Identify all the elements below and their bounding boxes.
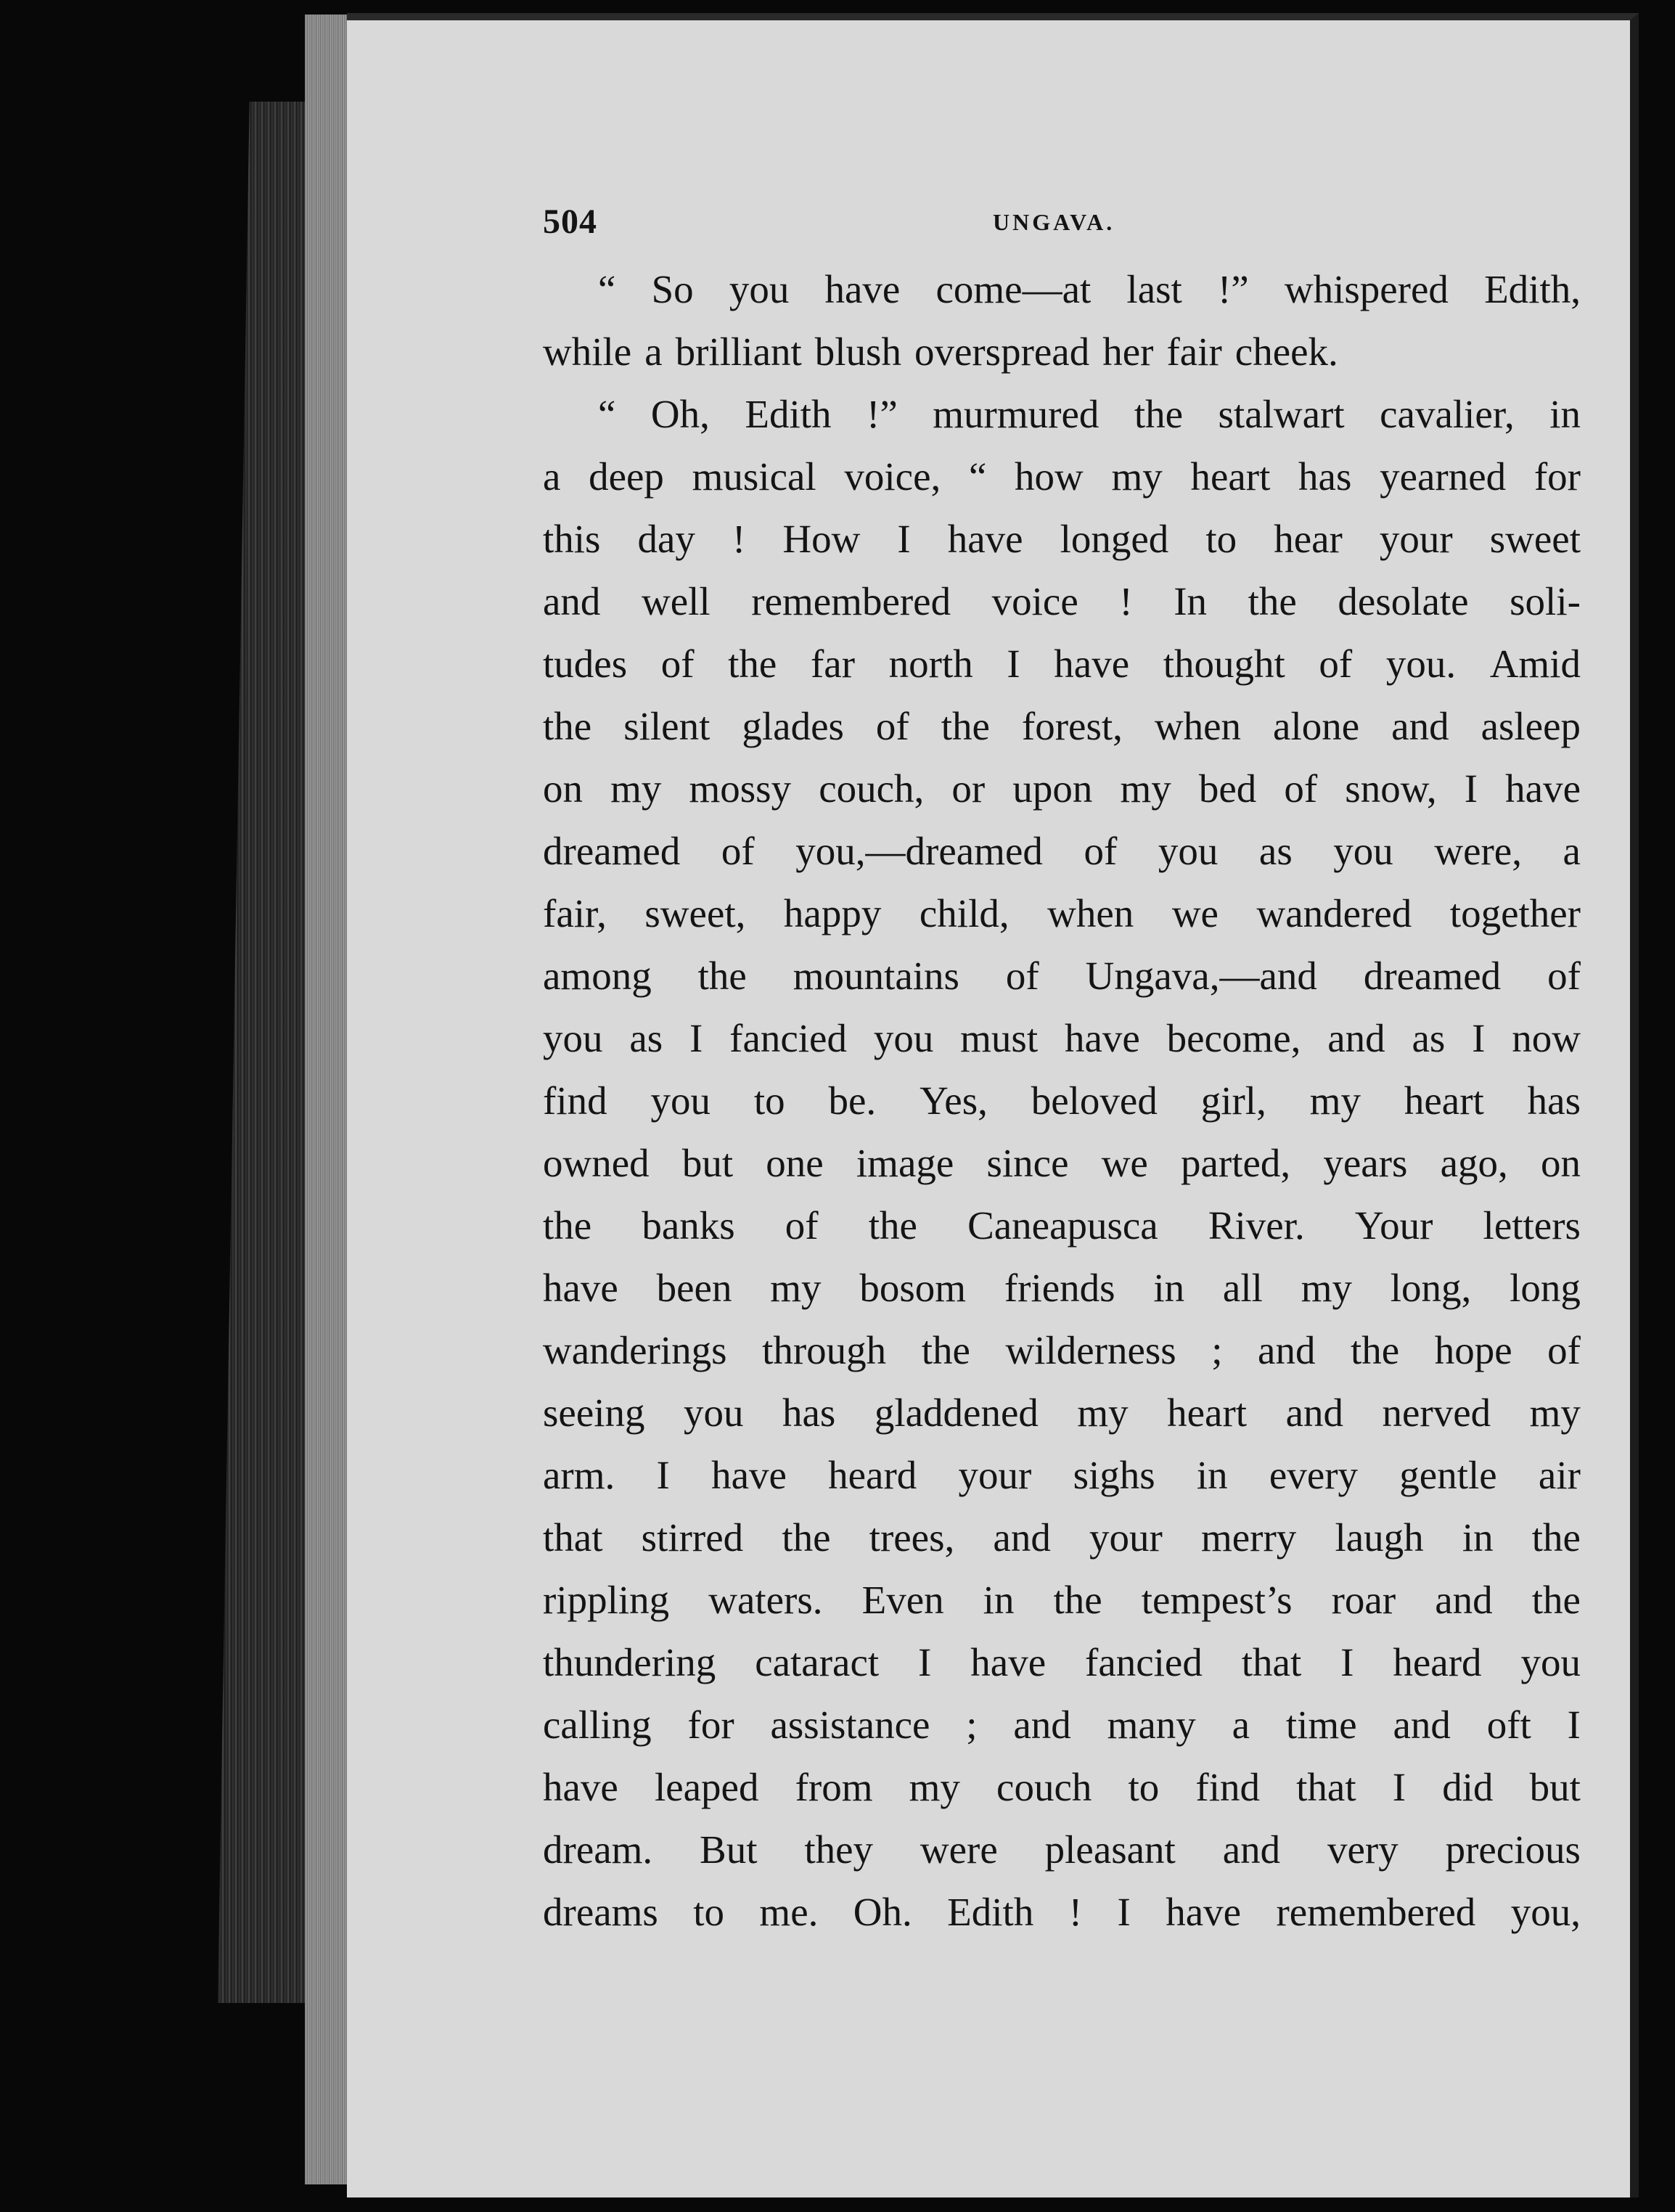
text-word: cataract xyxy=(755,1640,880,1684)
text-word: mossy xyxy=(689,766,792,811)
text-word: you. xyxy=(1385,642,1457,686)
text-word: and xyxy=(1435,1578,1493,1622)
text-word: my xyxy=(610,766,662,811)
text-line xyxy=(543,446,1581,508)
text-line xyxy=(543,570,1581,633)
text-word: the xyxy=(782,1515,831,1560)
text-word: were xyxy=(920,1827,998,1872)
text-word: River. xyxy=(1208,1203,1305,1248)
text-word: mountains xyxy=(793,954,959,998)
text-word: !” xyxy=(1217,267,1249,311)
text-word: calling xyxy=(543,1703,652,1747)
text-word: ! xyxy=(732,517,746,561)
text-word: “ xyxy=(598,392,616,436)
text-word: I xyxy=(656,1453,670,1497)
text-word: sweet, xyxy=(644,891,746,935)
text-word: letters xyxy=(1483,1203,1581,1248)
text-word: owned xyxy=(543,1141,650,1185)
text-word: have xyxy=(711,1453,787,1497)
text-word: stalwart xyxy=(1218,392,1345,436)
text-word: the xyxy=(1053,1578,1102,1622)
text-line xyxy=(543,633,1581,695)
text-word: be. xyxy=(828,1078,877,1123)
text-word: of xyxy=(1319,642,1353,686)
text-line xyxy=(543,820,1581,882)
text-word: banks xyxy=(642,1203,735,1248)
text-word: heard xyxy=(828,1453,917,1497)
text-word: and xyxy=(1393,1703,1451,1747)
text-word: the xyxy=(1350,1328,1400,1372)
text-word: were, xyxy=(1434,829,1522,873)
text-word: as xyxy=(1258,829,1293,873)
text-word: from xyxy=(795,1765,873,1809)
text-word: the xyxy=(1531,1515,1581,1560)
text-word: precious xyxy=(1445,1827,1581,1872)
text-word: musical xyxy=(692,454,816,499)
text-word: you xyxy=(543,1016,603,1060)
text-line xyxy=(543,508,1581,570)
text-word: fair, xyxy=(543,891,607,935)
text-word: dreams xyxy=(543,1890,658,1934)
text-word: time xyxy=(1285,1703,1357,1747)
text-word: in xyxy=(1462,1515,1494,1560)
text-word: Ungava,—and xyxy=(1085,954,1317,998)
text-word: the xyxy=(1248,579,1297,623)
text-word: I xyxy=(1007,642,1020,686)
text-word: in xyxy=(983,1578,1015,1622)
text-line xyxy=(543,695,1581,758)
text-word: far xyxy=(810,642,856,686)
text-word: fancied xyxy=(729,1016,847,1060)
text-word: together xyxy=(1449,891,1581,935)
text-word: we xyxy=(1171,891,1219,935)
text-word: voice, xyxy=(844,454,941,499)
text-word: sighs xyxy=(1073,1453,1155,1497)
text-word: of xyxy=(1284,766,1318,811)
text-word: leaped xyxy=(654,1765,759,1809)
text-word: ; xyxy=(1211,1328,1223,1372)
text-word: your xyxy=(1089,1515,1163,1560)
text-word: you xyxy=(1333,829,1393,873)
text-word: now xyxy=(1512,1016,1581,1060)
text-word: last xyxy=(1126,267,1182,311)
text-word: laugh xyxy=(1335,1515,1424,1560)
text-word: the xyxy=(921,1328,970,1372)
text-word: beloved xyxy=(1031,1078,1158,1123)
text-word: gentle xyxy=(1399,1453,1497,1497)
text-word: couch xyxy=(996,1765,1092,1809)
text-word: years xyxy=(1323,1141,1408,1185)
text-line xyxy=(543,383,1581,446)
text-word: hear xyxy=(1274,517,1343,561)
text-word: as xyxy=(1412,1016,1446,1060)
text-line xyxy=(543,1694,1581,1756)
text-word: of xyxy=(785,1203,819,1248)
text-word: when xyxy=(1154,704,1242,748)
text-word: happy xyxy=(783,891,882,935)
text-word: of xyxy=(1005,954,1039,998)
page-text-block xyxy=(543,202,1581,1943)
text-word: remembered xyxy=(1276,1890,1476,1934)
text-word: has xyxy=(1527,1078,1581,1123)
text-word: the xyxy=(728,642,777,686)
text-word: Caneapusca xyxy=(967,1203,1158,1248)
text-word: to xyxy=(753,1078,785,1123)
text-line xyxy=(543,758,1581,820)
text-line xyxy=(543,258,1581,321)
text-word: hope xyxy=(1434,1328,1512,1372)
text-word: this xyxy=(543,517,601,561)
text-word: you xyxy=(1520,1640,1581,1684)
text-word: on xyxy=(543,766,583,811)
text-word: In xyxy=(1174,579,1208,623)
text-word: and xyxy=(543,579,601,623)
text-word: ! xyxy=(1068,1890,1083,1934)
text-word: murmured xyxy=(933,392,1099,436)
text-line xyxy=(543,945,1581,1007)
text-word: my xyxy=(1301,1266,1352,1310)
text-word: have xyxy=(970,1640,1047,1684)
text-word: in xyxy=(1196,1453,1228,1497)
text-word: you xyxy=(1158,829,1219,873)
text-word: wandered xyxy=(1256,891,1412,935)
text-word: and xyxy=(1391,704,1449,748)
text-word: I xyxy=(918,1640,932,1684)
text-word: have xyxy=(1064,1016,1140,1060)
text-word: have xyxy=(543,1765,618,1809)
text-word: my xyxy=(1111,454,1163,499)
text-word: image xyxy=(856,1141,954,1185)
text-word: trees, xyxy=(869,1515,955,1560)
text-word: to xyxy=(693,1890,725,1934)
text-word: through xyxy=(762,1328,887,1372)
text-word: they xyxy=(804,1827,874,1872)
text-word: your xyxy=(958,1453,1032,1497)
text-word: I xyxy=(1340,1640,1354,1684)
text-word: wilderness xyxy=(1005,1328,1176,1372)
text-line xyxy=(543,321,1581,383)
text-word: alone xyxy=(1273,704,1360,748)
text-word: dreamed xyxy=(543,829,681,873)
text-word: day xyxy=(637,517,695,561)
text-word: that xyxy=(1241,1640,1302,1684)
text-word: friends xyxy=(1004,1266,1115,1310)
text-word: How xyxy=(782,517,861,561)
text-word: arm. xyxy=(543,1453,615,1497)
text-word: blush xyxy=(814,329,901,374)
text-word: thundering xyxy=(543,1640,716,1684)
text-word: of xyxy=(660,642,695,686)
text-word: my xyxy=(770,1266,822,1310)
text-word: waters. xyxy=(708,1578,823,1622)
text-word: dream. xyxy=(543,1827,653,1872)
text-word: Your xyxy=(1354,1203,1433,1248)
text-word: ! xyxy=(1119,579,1133,623)
text-word: sweet xyxy=(1489,517,1581,561)
text-word: forest, xyxy=(1021,704,1123,748)
text-word: you xyxy=(650,1078,710,1123)
text-word: the xyxy=(543,1203,592,1248)
text-word: Edith xyxy=(947,1890,1034,1934)
text-word: a xyxy=(644,329,663,374)
text-word: !” xyxy=(867,392,898,436)
text-word: well xyxy=(641,579,710,623)
text-line xyxy=(543,1195,1581,1257)
text-word: as xyxy=(629,1016,663,1060)
text-word: So xyxy=(651,267,694,311)
text-line xyxy=(543,1569,1581,1631)
text-word: tudes xyxy=(543,642,628,686)
text-word: heart xyxy=(1167,1390,1248,1435)
text-word: have xyxy=(1166,1890,1242,1934)
text-word: deep xyxy=(589,454,664,499)
text-word: a xyxy=(1232,1703,1250,1747)
book-page-stack xyxy=(305,15,348,2184)
text-word: since xyxy=(986,1141,1069,1185)
text-word: have xyxy=(1054,642,1130,686)
text-word: soli- xyxy=(1510,579,1581,623)
text-word: of xyxy=(721,829,755,873)
text-word: voice xyxy=(991,579,1078,623)
page-number: 504 xyxy=(543,202,597,241)
text-word: couch, xyxy=(819,766,925,811)
text-word: Oh. xyxy=(853,1890,912,1934)
text-word: your xyxy=(1379,517,1453,561)
text-word: wanderings xyxy=(543,1328,727,1372)
text-word: “ xyxy=(598,267,616,311)
text-word: you xyxy=(684,1390,744,1435)
text-word: me. xyxy=(759,1890,819,1934)
text-word: stirred xyxy=(641,1515,744,1560)
text-word: my xyxy=(1120,766,1171,811)
text-word: Even xyxy=(861,1578,944,1622)
text-word: pleasant xyxy=(1044,1827,1176,1872)
text-word: must xyxy=(960,1016,1039,1060)
text-word: parted, xyxy=(1181,1141,1291,1185)
text-word: brilliant xyxy=(675,329,802,374)
text-word: my xyxy=(1529,1390,1581,1435)
text-line xyxy=(543,1756,1581,1819)
text-word: and xyxy=(1258,1328,1316,1372)
text-word: girl, xyxy=(1200,1078,1266,1123)
text-line xyxy=(543,1382,1581,1444)
text-word: become, xyxy=(1166,1016,1301,1060)
text-word: have xyxy=(543,1266,618,1310)
text-word: assistance xyxy=(770,1703,930,1747)
text-word: yearned xyxy=(1380,454,1507,499)
text-word: have xyxy=(947,517,1023,561)
text-word: rippling xyxy=(543,1578,670,1622)
text-word: her xyxy=(1102,329,1154,374)
text-word: the xyxy=(941,704,990,748)
text-word: Edith, xyxy=(1484,267,1581,311)
text-word: to xyxy=(1205,517,1237,561)
text-line xyxy=(543,1507,1581,1569)
text-word: dreamed xyxy=(1363,954,1502,998)
text-word: roar xyxy=(1331,1578,1396,1622)
text-word: very xyxy=(1327,1827,1398,1872)
text-word: but xyxy=(681,1141,734,1185)
text-word: and xyxy=(1327,1016,1385,1060)
text-word: has xyxy=(1298,454,1352,499)
text-word: many xyxy=(1107,1703,1196,1747)
text-word: fancied xyxy=(1085,1640,1203,1684)
text-word: has xyxy=(782,1390,836,1435)
text-word: whispered xyxy=(1284,267,1449,311)
text-word: while xyxy=(543,329,632,374)
text-word: ; xyxy=(966,1703,978,1747)
text-word: fair xyxy=(1166,329,1222,374)
text-word: overspread xyxy=(914,329,1090,374)
text-word: we xyxy=(1101,1141,1148,1185)
text-word: seeing xyxy=(543,1390,645,1435)
text-word: I xyxy=(1117,1890,1131,1934)
text-word: and xyxy=(993,1515,1051,1560)
text-word: Yes, xyxy=(920,1078,988,1123)
text-word: remembered xyxy=(751,579,951,623)
text-word: gladdened xyxy=(874,1390,1039,1435)
text-line xyxy=(543,1257,1581,1319)
text-word: of xyxy=(1547,1328,1581,1372)
text-word: I xyxy=(1472,1016,1486,1060)
text-word: child, xyxy=(919,891,1009,935)
text-word: thought xyxy=(1163,642,1285,686)
text-word: glades xyxy=(742,704,844,748)
text-word: long xyxy=(1510,1266,1581,1310)
text-word: I xyxy=(689,1016,703,1060)
running-title: UNGAVA. xyxy=(993,209,1115,235)
text-word: you xyxy=(729,267,790,311)
text-word: my xyxy=(909,1765,960,1809)
text-word: how xyxy=(1015,454,1084,499)
text-word: in xyxy=(1153,1266,1185,1310)
text-word: in xyxy=(1549,392,1581,436)
text-word: But xyxy=(700,1827,758,1872)
text-word: asleep xyxy=(1481,704,1581,748)
text-word: cheek. xyxy=(1234,329,1338,374)
text-line xyxy=(543,1007,1581,1070)
text-word: find xyxy=(1195,1765,1261,1809)
text-word: a xyxy=(543,454,561,499)
text-word: air xyxy=(1538,1453,1581,1497)
text-line xyxy=(543,1319,1581,1382)
text-word: to xyxy=(1128,1765,1160,1809)
text-word: north xyxy=(888,642,973,686)
text-word: nerved xyxy=(1382,1390,1491,1435)
text-word: Amid xyxy=(1489,642,1581,686)
text-word: merry xyxy=(1200,1515,1297,1560)
text-line xyxy=(543,1631,1581,1694)
text-word: Oh, xyxy=(650,392,710,436)
text-word: of xyxy=(1084,829,1118,873)
text-word: every xyxy=(1269,1453,1359,1497)
text-line xyxy=(543,1070,1581,1132)
text-word: for xyxy=(1533,454,1581,499)
text-word: did xyxy=(1442,1765,1494,1809)
text-word: you, xyxy=(1510,1890,1581,1934)
text-word: desolate xyxy=(1338,579,1469,623)
text-word: and xyxy=(1222,1827,1281,1872)
text-word: a xyxy=(1563,829,1581,873)
text-word: the xyxy=(543,704,592,748)
text-word: I xyxy=(897,517,911,561)
text-word: oft xyxy=(1486,1703,1531,1747)
text-word: of xyxy=(875,704,909,748)
text-word: ago, xyxy=(1440,1141,1508,1185)
text-word: tempest’s xyxy=(1141,1578,1293,1622)
running-head xyxy=(543,202,1581,258)
body-text xyxy=(543,258,1581,1943)
text-word: I xyxy=(1567,1703,1581,1747)
text-word: of xyxy=(1547,954,1581,998)
text-word: but xyxy=(1529,1765,1581,1809)
text-line xyxy=(543,1881,1581,1943)
text-word: bed xyxy=(1198,766,1257,811)
text-word: snow, xyxy=(1345,766,1437,811)
text-word: heard xyxy=(1393,1640,1482,1684)
text-word: have xyxy=(1505,766,1581,811)
text-word: I xyxy=(1392,1765,1406,1809)
text-word: come—at xyxy=(935,267,1092,311)
text-word: that xyxy=(543,1515,603,1560)
text-word: the xyxy=(868,1203,917,1248)
text-line xyxy=(543,1819,1581,1881)
text-word: and xyxy=(1285,1390,1343,1435)
text-word: the xyxy=(697,954,747,998)
text-word: longed xyxy=(1060,517,1169,561)
text-word: bosom xyxy=(859,1266,967,1310)
text-word: one xyxy=(766,1141,824,1185)
text-word: long, xyxy=(1390,1266,1472,1310)
text-word: my xyxy=(1077,1390,1129,1435)
text-word: I xyxy=(1464,766,1478,811)
text-word: the xyxy=(1531,1578,1581,1622)
text-word: that xyxy=(1296,1765,1356,1809)
text-word: on xyxy=(1540,1141,1581,1185)
text-word: the xyxy=(1134,392,1184,436)
text-word: for xyxy=(687,1703,734,1747)
text-word: have xyxy=(824,267,901,311)
text-word: “ xyxy=(968,454,987,499)
text-word: silent xyxy=(623,704,710,748)
text-word: all xyxy=(1222,1266,1263,1310)
text-word: been xyxy=(656,1266,732,1310)
text-word: Edith xyxy=(745,392,832,436)
text-word: you,—dreamed xyxy=(795,829,1043,873)
text-word: cavalier, xyxy=(1380,392,1515,436)
text-word: my xyxy=(1309,1078,1361,1123)
text-word: heart xyxy=(1190,454,1271,499)
text-word: and xyxy=(1013,1703,1071,1747)
text-word: or xyxy=(951,766,986,811)
text-word: find xyxy=(543,1078,607,1123)
text-word: upon xyxy=(1012,766,1093,811)
text-word: heart xyxy=(1404,1078,1484,1123)
text-line xyxy=(543,882,1581,945)
text-word: when xyxy=(1047,891,1134,935)
text-line xyxy=(543,1132,1581,1195)
text-word: among xyxy=(543,954,652,998)
text-line xyxy=(543,1444,1581,1507)
text-word: you xyxy=(873,1016,934,1060)
